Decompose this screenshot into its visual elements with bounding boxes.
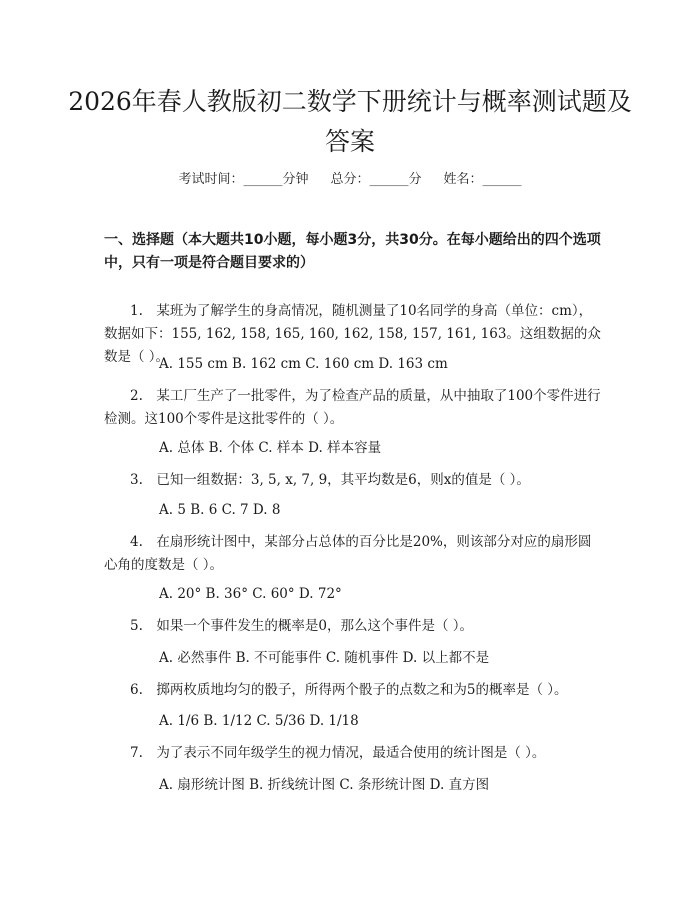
exam-time-field: 考试时间：______分钟 bbox=[178, 172, 309, 187]
question-7: 7. 为了表示不同年级学生的视力情况，最适合使用的统计图是（ ）。 bbox=[130, 745, 546, 761]
question-5-options: A. 必然事件 B. 不可能事件 C. 随机事件 D. 以上都不是 bbox=[159, 650, 490, 666]
question-2: 2. 某工厂生产了一批零件，为了检查产品的质量，从中抽取了100个零件进行检测。这100个零件是这批零件的（ ）。 bbox=[104, 388, 601, 427]
total-score-field: 总分：______分 bbox=[330, 172, 422, 187]
question-4-options: A. 20° B. 36° C. 60° D. 72° bbox=[159, 586, 342, 602]
question-4: 4. 在扇形统计图中，某部分占总体的百分比是20%，则该部分对应的扇形圆心角的度数是（ ）。 bbox=[104, 534, 592, 573]
exam-meta bbox=[0, 168, 700, 187]
name-field: 姓名：______ bbox=[443, 172, 522, 187]
question-6-options: A. 1/6 B. 1/12 C. 5/36 D. 1/18 bbox=[159, 713, 359, 729]
question-3: 3. 已知一组数据：3, 5, x, 7, 9，其平均数是6，则x的值是（ ）。 bbox=[130, 472, 530, 488]
question-1: 1. 某班为了解学生的身高情况，随机测量了10名同学的身高（单位：cm），数据如下：155, 162, 158, 165, 160, 162, 158, 157, 161, 163。这组数据的众数是（ ）。 bbox=[104, 303, 601, 365]
document-title: 2026年春人教版初二数学下册统计与概率测试题及答案 bbox=[68, 87, 632, 156]
question-3-options: A. 5 B. 6 C. 7 D. 8 bbox=[159, 502, 281, 518]
question-7-options: A. 扇形统计图 B. 折线统计图 C. 条形统计图 D. 直方图 bbox=[159, 777, 490, 793]
question-1-options: A. 155 cm B. 162 cm C. 160 cm D. 163 cm bbox=[159, 356, 448, 372]
question-5: 5. 如果一个事件发生的概率是0，那么这个事件是（ ）。 bbox=[130, 618, 474, 634]
question-6: 6. 掷两枚质地均匀的骰子，所得两个骰子的点数之和为5的概率是（ ）。 bbox=[130, 682, 568, 698]
question-2-options: A. 总体 B. 个体 C. 样本 D. 样本容量 bbox=[159, 440, 382, 456]
section-heading-multiple-choice: 一、选择题（本大题共10小题，每小题3分，共30分。在每小题给出的四个选项中，只有一项是符合题目要求的） bbox=[104, 232, 601, 271]
